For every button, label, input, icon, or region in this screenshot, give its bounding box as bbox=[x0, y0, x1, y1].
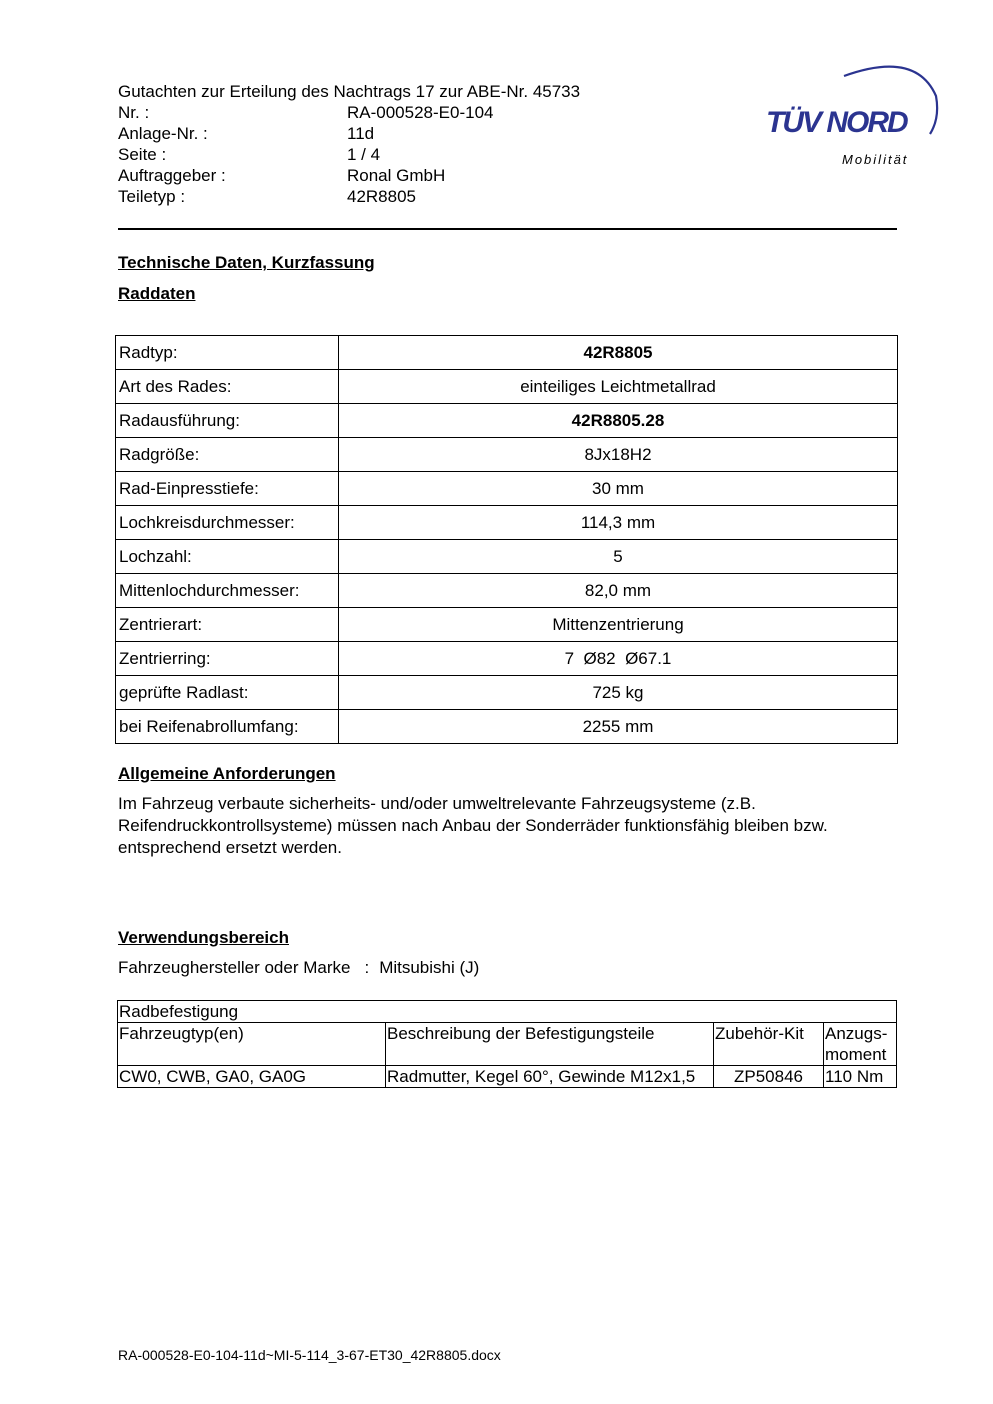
row-value: 30 mm bbox=[339, 472, 898, 506]
header-row-auftraggeber bbox=[118, 165, 445, 186]
row-value: 114,3 mm bbox=[339, 506, 898, 540]
table-title: Radbefestigung bbox=[118, 1001, 897, 1023]
row-label: Rad-Einpresstiefe: bbox=[116, 472, 339, 506]
header-value: Ronal GmbH bbox=[347, 166, 446, 185]
header-value: RA-000528-E0-104 bbox=[347, 103, 494, 122]
footer-filename: RA-000528-E0-104-11d~MI-5-114_3-67-ET30_42R8805.docx bbox=[118, 1347, 501, 1363]
header-value: 1 / 4 bbox=[347, 145, 381, 164]
row-label: Mittenlochdurchmesser: bbox=[116, 574, 339, 608]
header-row-anlage bbox=[118, 123, 374, 144]
header-label: Seite : bbox=[118, 145, 167, 164]
raddaten-table bbox=[115, 335, 898, 744]
logo-sub: Mobilität bbox=[842, 152, 909, 167]
cell-kit: ZP50846 bbox=[714, 1066, 824, 1088]
header-label: Auftraggeber : bbox=[118, 166, 226, 185]
tech-heading: Technische Daten, Kurzfassung bbox=[118, 253, 375, 272]
header-value: 11d bbox=[347, 124, 375, 143]
table-row bbox=[118, 1066, 897, 1088]
row-value: 5 bbox=[339, 540, 898, 574]
table-row bbox=[116, 540, 898, 574]
header-label: Nr. : bbox=[118, 103, 150, 122]
tuv-nord-logo bbox=[764, 58, 944, 173]
row-label: Zentrierring: bbox=[116, 642, 339, 676]
header-label: Teiletyp : bbox=[118, 187, 186, 206]
allg-text: Im Fahrzeug verbaute sicherheits- und/oder umweltrelevante Fahrzeugsysteme (z.B. Reifendruckkontrollsysteme) müssen nach Anbau der Sonderräder funktionsfähig bleiben bzw. entsprechend ersetzt werden. bbox=[118, 794, 828, 857]
row-label: Radgröße: bbox=[116, 438, 339, 472]
table-row bbox=[116, 710, 898, 744]
header-row-teiletyp bbox=[118, 186, 416, 207]
row-value: einteiliges Leichtmetallrad bbox=[339, 370, 898, 404]
cell-moment: 110 Nm bbox=[824, 1066, 897, 1088]
row-label: geprüfte Radlast: bbox=[116, 676, 339, 710]
table-row bbox=[116, 370, 898, 404]
row-label: Radausführung: bbox=[116, 404, 339, 438]
table-title-row bbox=[118, 1001, 897, 1023]
table-row bbox=[116, 438, 898, 472]
row-value: 2255 mm bbox=[339, 710, 898, 744]
header-value: 42R8805 bbox=[347, 187, 417, 206]
header-label: Anlage-Nr. : bbox=[118, 124, 208, 143]
cell-beschreibung: Radmutter, Kegel 60°, Gewinde M12x1,5 bbox=[386, 1066, 714, 1088]
table-row bbox=[116, 608, 898, 642]
row-label: Radtyp: bbox=[116, 336, 339, 370]
table-row bbox=[116, 336, 898, 370]
hersteller-sep: : bbox=[364, 958, 370, 977]
table-row bbox=[116, 676, 898, 710]
table-row bbox=[116, 404, 898, 438]
allg-heading: Allgemeine Anforderungen bbox=[118, 764, 336, 783]
row-label: Zentrierart: bbox=[116, 608, 339, 642]
row-value: 725 kg bbox=[339, 676, 898, 710]
column-header: Zubehör-Kit bbox=[714, 1023, 824, 1066]
column-header: Fahrzeugtyp(en) bbox=[118, 1023, 386, 1066]
hersteller-value: Mitsubishi (J) bbox=[379, 958, 480, 977]
header-row-nr bbox=[118, 102, 493, 123]
row-label: Lochkreisdurchmesser: bbox=[116, 506, 339, 540]
table-row bbox=[116, 506, 898, 540]
verw-heading: Verwendungsbereich bbox=[118, 928, 289, 947]
row-label: Art des Rades: bbox=[116, 370, 339, 404]
cell-typ: CW0, CWB, GA0, GA0G bbox=[118, 1066, 386, 1088]
row-value: 8Jx18H2 bbox=[339, 438, 898, 472]
table-header-row bbox=[118, 1023, 897, 1066]
table-row bbox=[116, 472, 898, 506]
report-title: Gutachten zur Erteilung des Nachtrags 17 zur ABE-Nr. 45733 bbox=[118, 82, 581, 101]
radbefestigung-table bbox=[117, 1000, 897, 1088]
header-row-seite bbox=[118, 144, 380, 165]
row-value: Mittenzentrierung bbox=[339, 608, 898, 642]
hersteller-label: Fahrzeughersteller oder Marke bbox=[118, 958, 351, 977]
row-value: 42R8805 bbox=[339, 336, 898, 370]
table-row bbox=[116, 574, 898, 608]
logo-brand: TÜV NORD bbox=[766, 106, 907, 139]
row-value: 42R8805.28 bbox=[339, 404, 898, 438]
row-label: Lochzahl: bbox=[116, 540, 339, 574]
hersteller-line bbox=[118, 957, 479, 978]
header-divider bbox=[118, 228, 897, 230]
row-value: 7 Ø82 Ø67.1 bbox=[339, 642, 898, 676]
column-header: Anzugs-moment bbox=[824, 1023, 897, 1066]
column-header: Beschreibung der Befestigungsteile bbox=[386, 1023, 714, 1066]
row-label: bei Reifenabrollumfang: bbox=[116, 710, 339, 744]
table-row bbox=[116, 642, 898, 676]
raddaten-heading: Raddaten bbox=[118, 284, 196, 303]
row-value: 82,0 mm bbox=[339, 574, 898, 608]
